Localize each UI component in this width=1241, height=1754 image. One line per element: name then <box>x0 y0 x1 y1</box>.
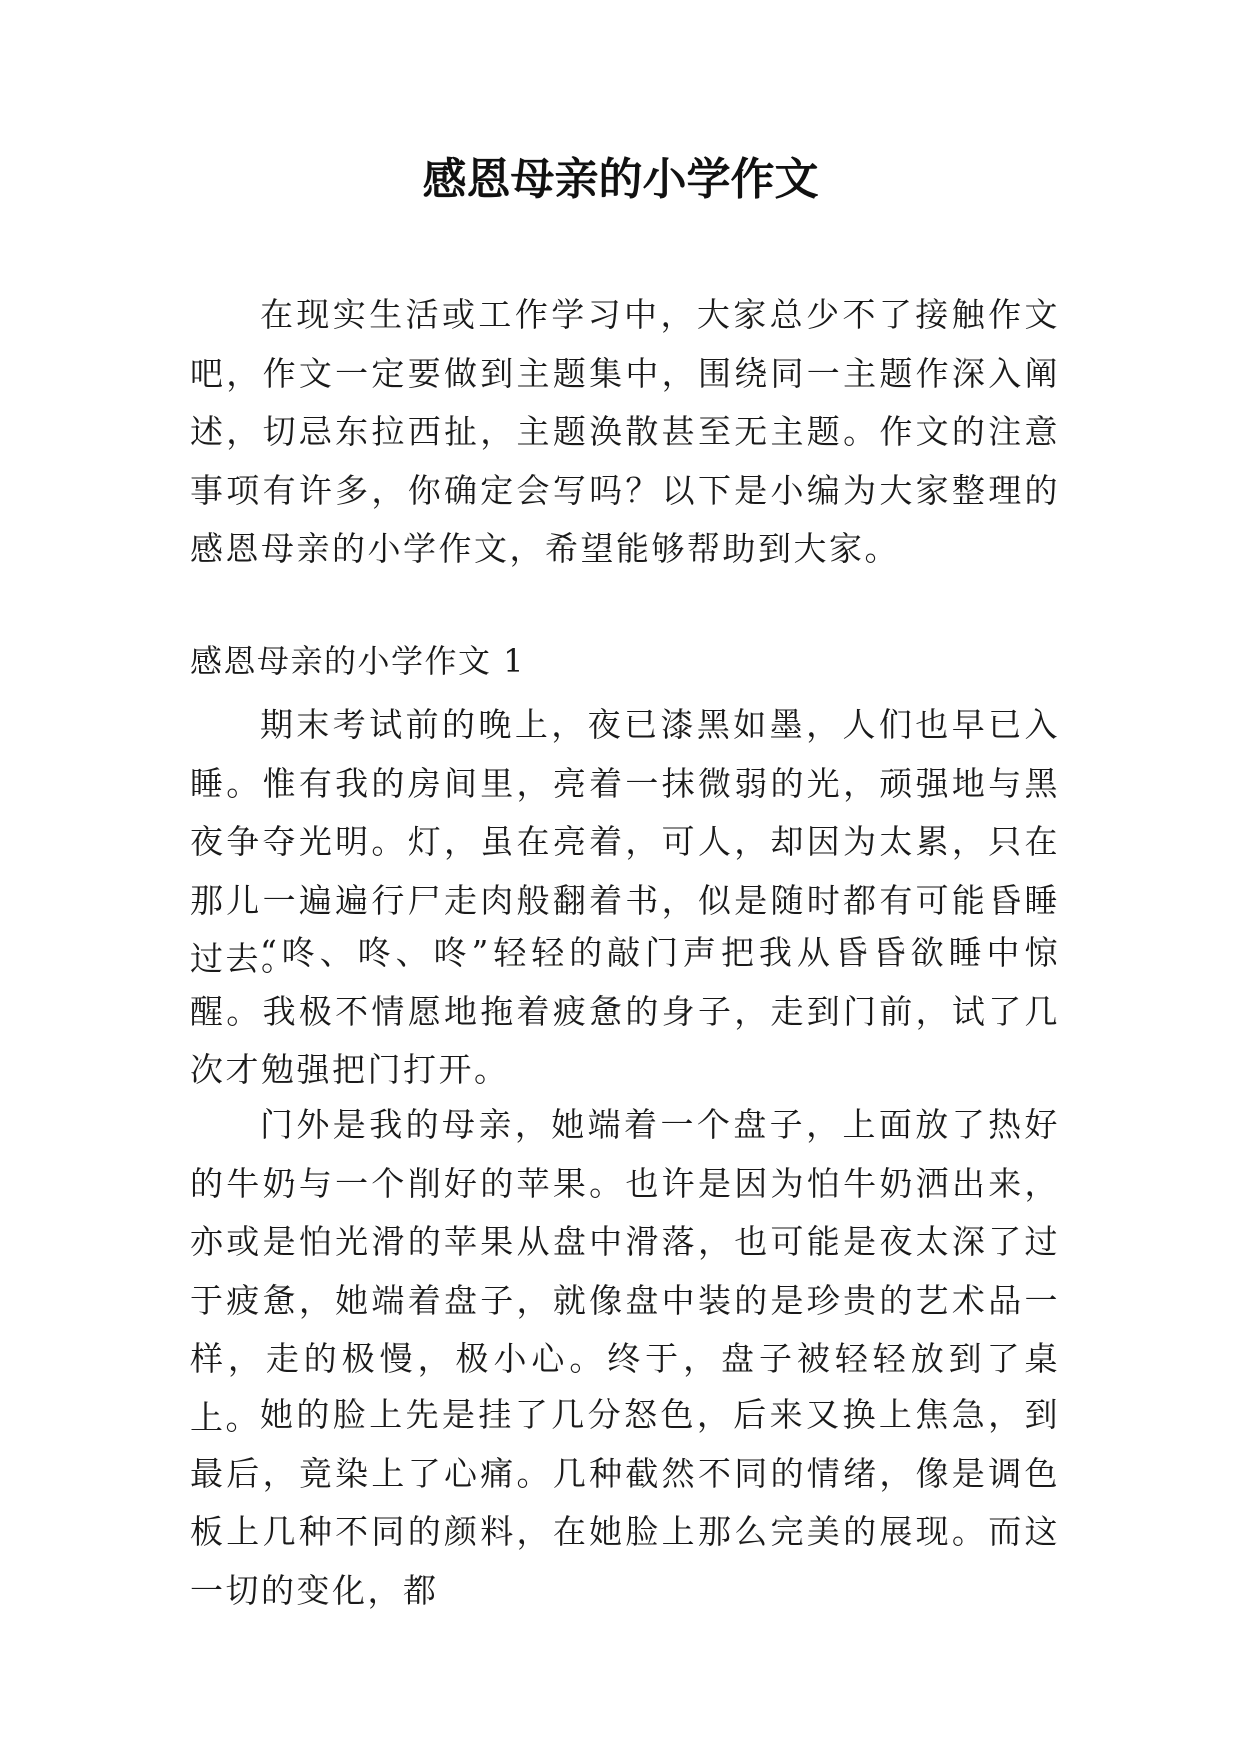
essay-paragraph-2: “咚、咚、咚”轻轻的敲门声把我从昏昏欲睡中惊醒。我极不情愿地拖着疲惫的身子，走到门前，试了几次才勉强把门打开。 <box>190 933 1060 1089</box>
document-title: 感恩母亲的小学作文 <box>422 154 819 205</box>
essay-paragraph-4: 她的脸上先是挂了几分怒色，后来又换上焦急，到最后，竟染上了心痛。几种截然不同的情绪，像是调色板上几种不同的颜料，在她脸上那么完美的展现。而这一切的变化，都 <box>190 1395 1060 1610</box>
section-heading: 感恩母亲的小学作文 1 <box>190 642 526 680</box>
essay-paragraph-3: 门外是我的母亲，她端着一个盘子，上面放了热好的牛奶与一个削好的苹果。也许是因为怕牛奶洒出来，亦或是怕光滑的苹果从盘中滑落，也可能是夜太深了过于疲惫，她端着盘子，就像盘中装的是珍贵的艺术品一样，走的极慢，极小心。终于，盘子被轻轻放到了桌上。 <box>190 1105 1060 1437</box>
essay-paragraph-1: 期末考试前的晚上，夜已漆黑如墨，人们也早已入睡。惟有我的房间里，亮着一抹微弱的光，顽强地与黑夜争夺光明。灯，虽在亮着，可人，却因为太累，只在那儿一遍遍行尸走肉般翻着书，似是随时都有可能昏睡过去。 <box>190 705 1060 978</box>
intro-paragraph: 在现实生活或工作学习中，大家总少不了接触作文吧，作文一定要做到主题集中，围绕同一主题作深入阐述，切忌东拉西扯，主题涣散甚至无主题。作文的注意事项有许多，你确定会写吗？以下是小编为大家整理的感恩母亲的小学作文，希望能够帮助到大家。 <box>190 295 1060 568</box>
